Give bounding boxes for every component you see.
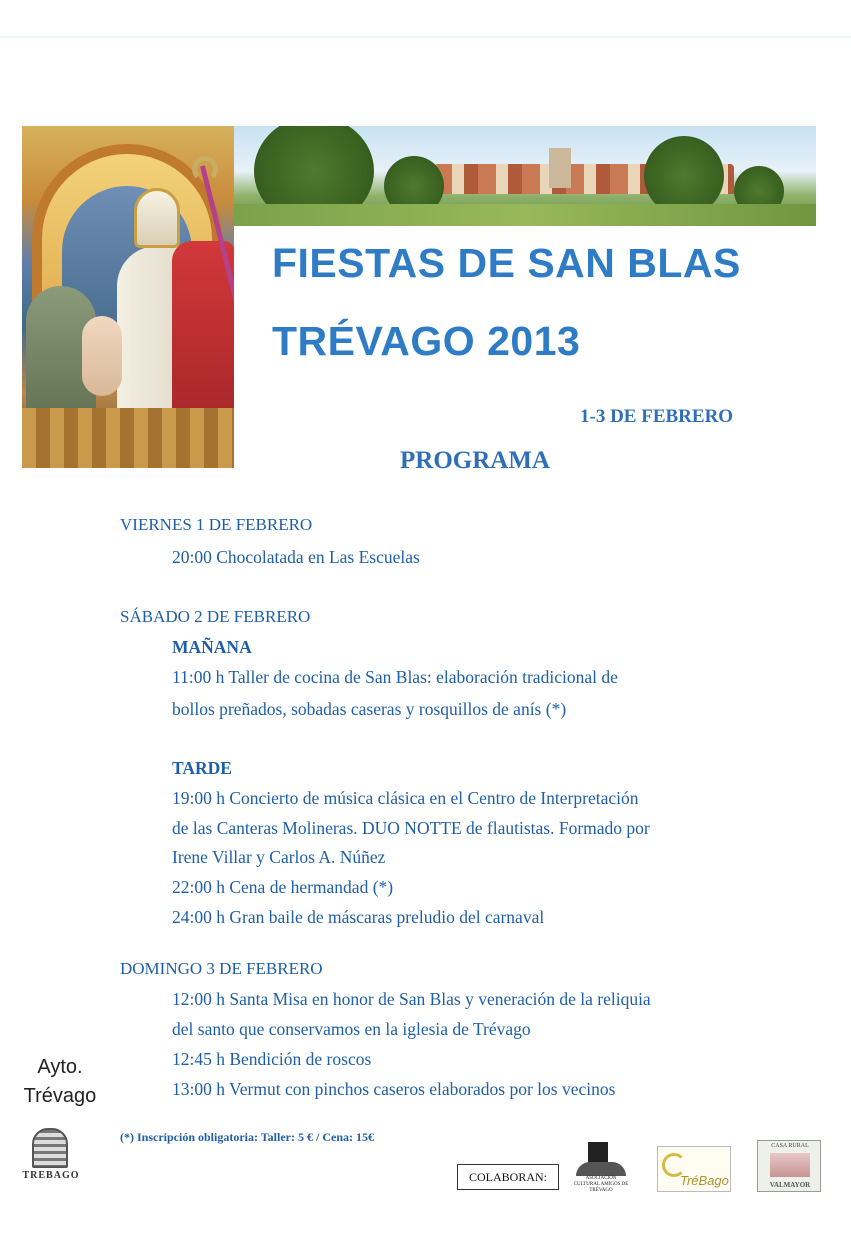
event-line: 13:00 h Vermut con pinchos caseros elaborados por los vecinos: [172, 1079, 616, 1099]
event-line: 11:00 h Taller de cocina de San Blas: elaboración tradicional de: [172, 667, 618, 687]
morning-label: MAÑANA: [172, 637, 252, 657]
ayto-town-label: Trévago: [23, 1085, 97, 1107]
trevago-logo: [18, 1128, 84, 1190]
colaboran-label: COLABORAN:: [457, 1164, 559, 1190]
event-line: del santo que conservamos en la iglesia de Trévago: [172, 1019, 531, 1039]
day-heading-saturday: SÁBADO 2 DE FEBRERO: [120, 607, 311, 626]
event-line: bollos preñados, sobadas caseras y rosquillos de anís (*): [172, 699, 567, 719]
top-border: [0, 36, 851, 38]
title-line2: TRÉVAGO 2013: [272, 318, 581, 364]
trebago-logo: [657, 1146, 731, 1192]
amigos-de-trevago-logo: [572, 1142, 630, 1194]
event-line: 19:00 h Concierto de música clásica en el Centro de Interpretación: [172, 788, 639, 808]
event-line: Irene Villar y Carlos A. Núñez: [172, 847, 386, 867]
ayto-label: Ayto.: [37, 1056, 83, 1078]
afternoon-label: TARDE: [172, 758, 232, 778]
tablets-icon: [32, 1128, 68, 1168]
day-heading-sunday: DOMINGO 3 DE FEBRERO: [120, 959, 323, 978]
event-dates: 1-3 DE FEBRERO: [580, 406, 734, 427]
trebago-logo-text: TréBago: [680, 1173, 729, 1188]
trevago-logo-text: TREBAGO: [22, 1170, 80, 1181]
san-blas-illustration: [22, 126, 234, 468]
valmayor-logo-top: CASA RURAL: [771, 1143, 809, 1149]
registration-note: (*) Inscripción obligatoria: Taller: 5 € / Cena: 15€: [120, 1130, 374, 1144]
event-line: 20:00 Chocolatada en Las Escuelas: [172, 547, 420, 567]
valmayor-logo: [757, 1140, 821, 1192]
event-line: 24:00 h Gran baile de máscaras preludio del carnaval: [172, 907, 545, 927]
valmayor-logo-bottom: VALMAYOR: [769, 1181, 811, 1189]
day-heading-friday: VIERNES 1 DE FEBRERO: [120, 515, 313, 534]
event-line: 12:45 h Bendición de roscos: [172, 1049, 372, 1069]
house-icon: [770, 1153, 810, 1177]
event-line: 22:00 h Cena de hermandad (*): [172, 877, 394, 897]
amigos-logo-text: ASOCIACIÓN CULTURAL AMIGOS DE TRÉVAGO: [573, 1176, 629, 1193]
programa-heading: PROGRAMA: [400, 447, 550, 474]
event-line: de las Canteras Molineras. DUO NOTTE de flautistas. Formado por: [172, 818, 650, 838]
village-landscape-photo: [234, 126, 816, 226]
title-line1: FIESTAS DE SAN BLAS: [272, 240, 741, 286]
event-line: 12:00 h Santa Misa en honor de San Blas y veneración de la reliquia: [172, 989, 651, 1009]
